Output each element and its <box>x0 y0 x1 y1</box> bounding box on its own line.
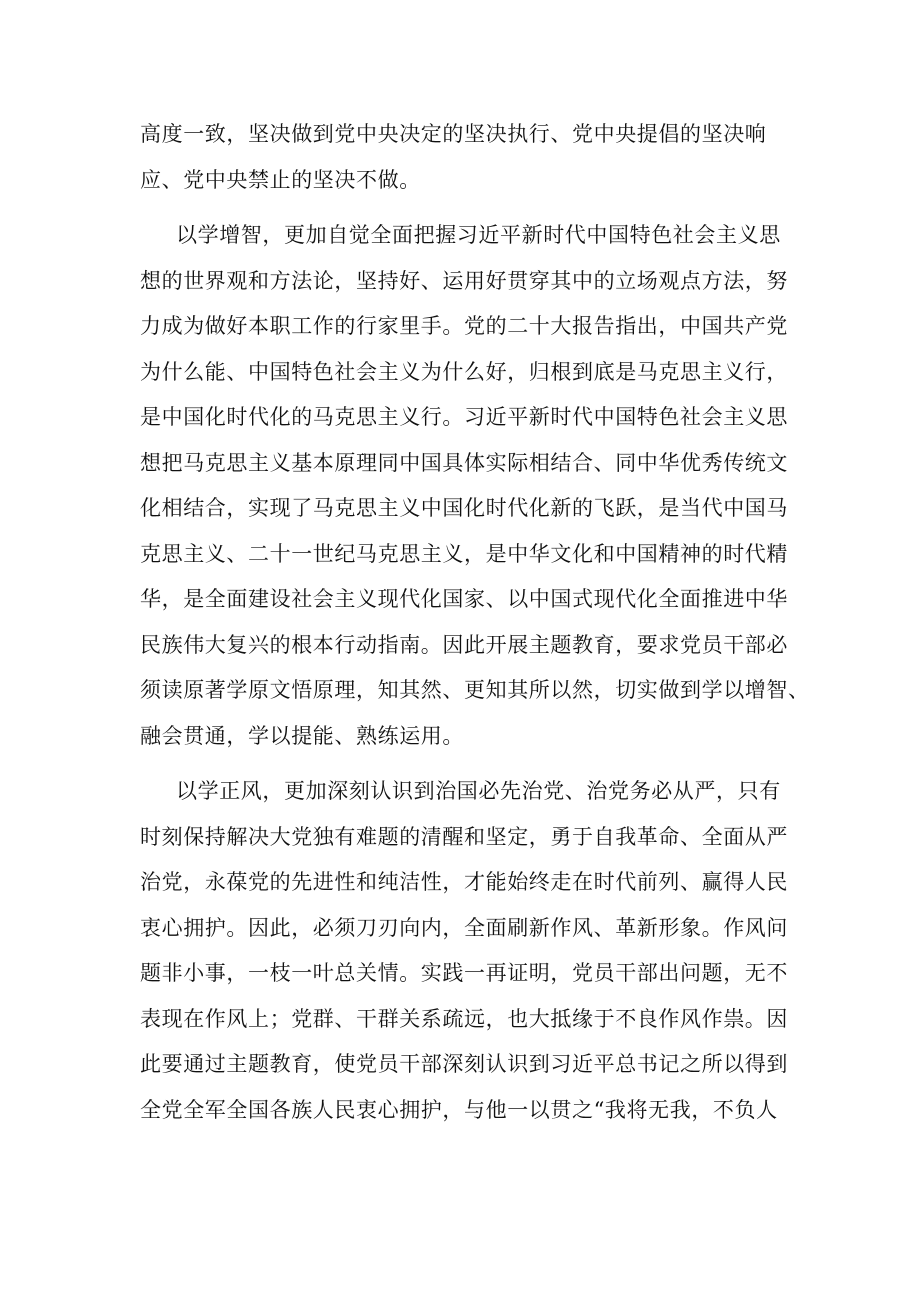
text-line: 融会贯通，学以提能、熟练运用。 <box>140 723 464 748</box>
text-line: 民族伟大复兴的根本行动指南。因此开展主题教育，要求党员干部必 <box>140 632 788 657</box>
paragraph-2 <box>140 213 810 759</box>
text-line: 化相结合，实现了马克思主义中国化时代化新的飞跃，是当代中国马 <box>140 496 788 520</box>
text-line: 衷心拥护。因此，必须刀刃向内，全面刷新作风、革新形象。作风问 <box>140 915 788 940</box>
text-line: 此要通过主题教育，使党员干部深刻认识到习近平总书记之所以得到 <box>140 1052 788 1076</box>
document-body <box>140 112 810 1133</box>
paragraph-1 <box>140 112 780 203</box>
text-line: 题非小事，一枝一叶总关情。实践一再证明，党员干部出问题，无不 <box>140 961 788 985</box>
text-line: 时刻保持解决大党独有难题的清醒和坚定，勇于自我革命、全面从严 <box>140 824 788 849</box>
text-line: 应、党中央禁止的坚决不做。 <box>140 167 421 192</box>
text-line: 为什么能、中国特色社会主义为什么好，归根到底是马克思主义行， <box>140 359 788 384</box>
paragraph-3 <box>140 769 788 1133</box>
text-line: 表现在作风上；党群、干群关系疏远，也大抵缘于不良作风作祟。因 <box>140 1006 788 1031</box>
text-line: 高度一致，坚决做到党中央决定的坚决执行、党中央提倡的坚决响 <box>140 122 767 146</box>
text-line: 以学增智，更加自觉全面把握习近平新时代中国特色社会主义思 <box>176 223 781 247</box>
text-line: 想把马克思主义基本原理同中国具体实际相结合、同中华优秀传统文 <box>140 450 788 475</box>
text-line: 以学正风，更加深刻认识到治国必先治党、治党务必从严，只有 <box>176 779 781 803</box>
text-line: 想的世界观和方法论，坚持好、运用好贯穿其中的立场观点方法，努 <box>140 268 788 293</box>
text-line: 须读原著学原文悟原理，知其然、更知其所以然，切实做到学以增智、 <box>140 678 810 702</box>
text-line: 全党全军全国各族人民衷心拥护，与他一以贯之“我将无我，不负人 <box>140 1097 778 1122</box>
text-line: 是中国化时代化的马克思主义行。习近平新时代中国特色社会主义思 <box>140 405 788 429</box>
text-line: 力成为做好本职工作的行家里手。党的二十大报告指出，中国共产党 <box>140 314 788 338</box>
text-line: 华，是全面建设社会主义现代化国家、以中国式现代化全面推进中华 <box>140 587 788 611</box>
text-line: 治党，永葆党的先进性和纯洁性，才能始终走在时代前列、赢得人民 <box>140 870 788 894</box>
text-line: 克思主义、二十一世纪马克思主义，是中华文化和中国精神的时代精 <box>140 541 788 566</box>
